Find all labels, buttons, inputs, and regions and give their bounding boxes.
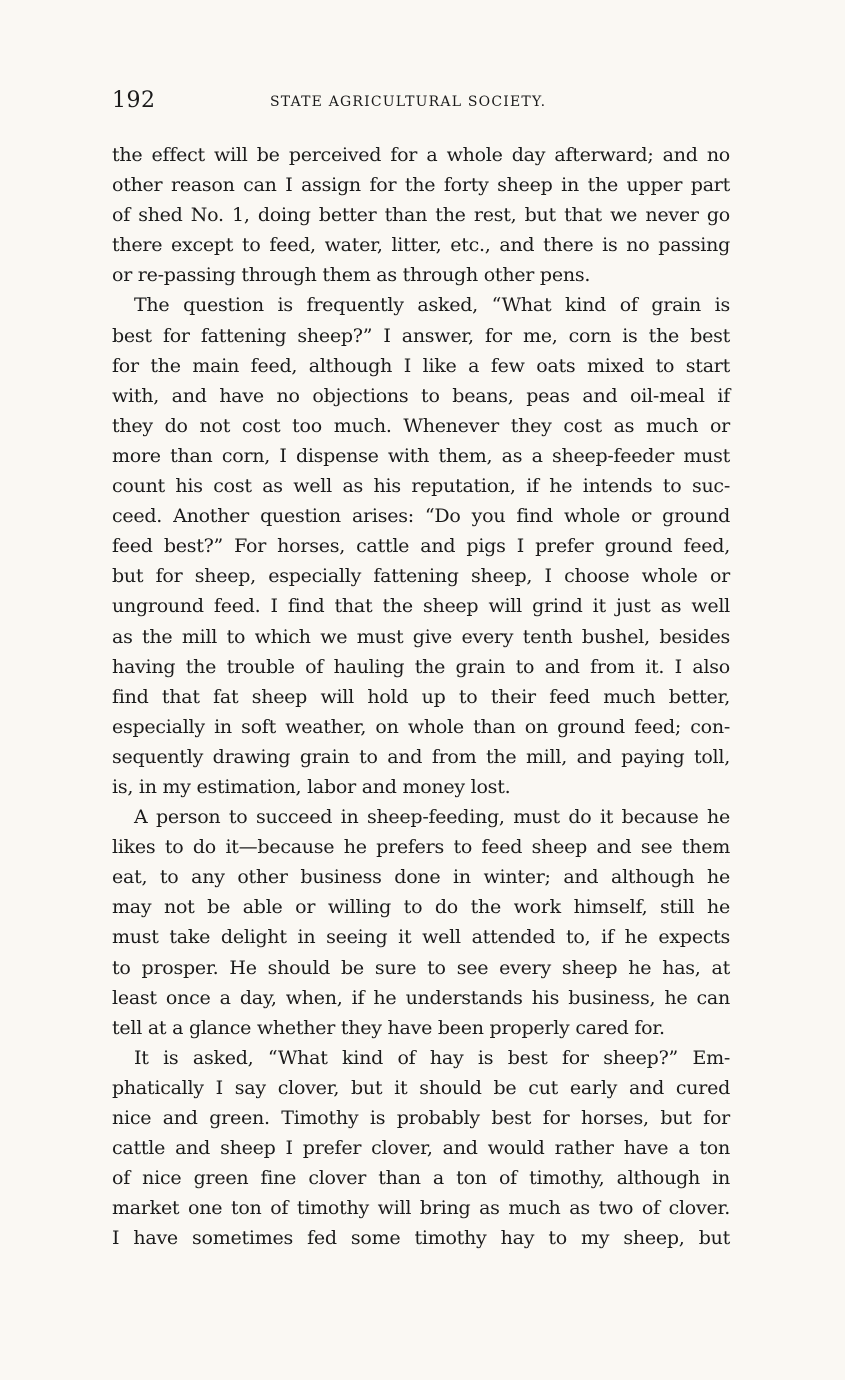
text-line: I have sometimes fed some timothy hay to my sheep, but [112, 1227, 730, 1250]
text-line: find that fat sheep will hold up to their feed much better, [112, 685, 730, 708]
text-line: they do not cost too much. Whenever they cost as much or [112, 414, 730, 437]
paragraph-3 [112, 802, 730, 1043]
text-line: tell at a glance whether they have been properly cared for. [112, 1016, 665, 1039]
text-line: may not be able or willing to do the work himself, still he [112, 896, 730, 919]
paragraph-4 [112, 1043, 730, 1254]
text-line: of nice green fine clover than a ton of timothy, although in [112, 1167, 730, 1190]
text-line: is, in my estimation, labor and money lost. [112, 775, 511, 798]
text-line: eat, to any other business done in winter; and although he [112, 866, 730, 889]
text-line: The question is frequently asked, “What kind of grain is [134, 294, 730, 317]
text-line: It is asked, “What kind of hay is best for sheep?” Em- [134, 1046, 730, 1069]
text-line: other reason can I assign for the forty sheep in the upper part [112, 174, 730, 197]
text-line: as the mill to which we must give every tenth bushel, besides [112, 625, 730, 648]
text-line: to prosper. He should be sure to see every sheep he has, at [112, 956, 730, 979]
text-line: best for fattening sheep?” I answer, for me, corn is the best [112, 324, 730, 347]
text-line: especially in soft weather, on whole than on ground feed; con- [112, 715, 730, 738]
paragraph-2 [112, 290, 730, 802]
text-line: cattle and sheep I prefer clover, and would rather have a ton [112, 1137, 730, 1160]
text-line: more than corn, I dispense with them, as a sheep-feeder must [112, 444, 730, 467]
page-header [112, 88, 732, 118]
text-line: but for sheep, especially fattening sheep, I choose whole or [112, 565, 730, 588]
paragraph-1 [112, 140, 730, 290]
text-line: market one ton of timothy will bring as much as two of clover. [112, 1197, 730, 1220]
text-line: unground feed. I find that the sheep will grind it just as well [112, 595, 730, 618]
text-line: with, and have no objections to beans, peas and oil-meal if [112, 384, 730, 407]
text-line: there except to feed, water, litter, etc., and there is no passing [112, 234, 730, 257]
text-line: phatically I say clover, but it should be cut early and cured [112, 1076, 730, 1099]
text-line: for the main feed, although I like a few oats mixed to start [112, 354, 730, 377]
text-line: must take delight in seeing it well attended to, if he expects [112, 926, 730, 949]
text-line: least once a day, when, if he understands his business, he can [112, 986, 730, 1009]
text-line: of shed No. 1, doing better than the rest, but that we never go [112, 204, 730, 227]
text-line: or re-passing through them as through other pens. [112, 264, 591, 287]
text-line: the effect will be perceived for a whole day afterward; and no [112, 144, 730, 166]
text-line: nice and green. Timothy is probably best for horses, but for [112, 1107, 730, 1129]
page-number: 192 [112, 88, 156, 113]
body-text [112, 140, 730, 1253]
text-line: likes to do it—because he prefers to feed sheep and see them [112, 836, 730, 859]
text-line: feed best?” For horses, cattle and pigs I prefer ground feed, [112, 535, 730, 558]
text-line: sequently drawing grain to and from the mill, and paying toll, [112, 745, 730, 768]
text-line: A person to succeed in sheep-feeding, must do it because he [134, 806, 730, 829]
running-head: STATE AGRICULTURAL SOCIETY. [270, 94, 547, 110]
text-line: ceed. Another question arises: “Do you find whole or ground [112, 505, 730, 528]
text-line: having the trouble of hauling the grain to and from it. I also [112, 655, 730, 678]
text-line: count his cost as well as his reputation, if he intends to suc- [112, 475, 730, 498]
